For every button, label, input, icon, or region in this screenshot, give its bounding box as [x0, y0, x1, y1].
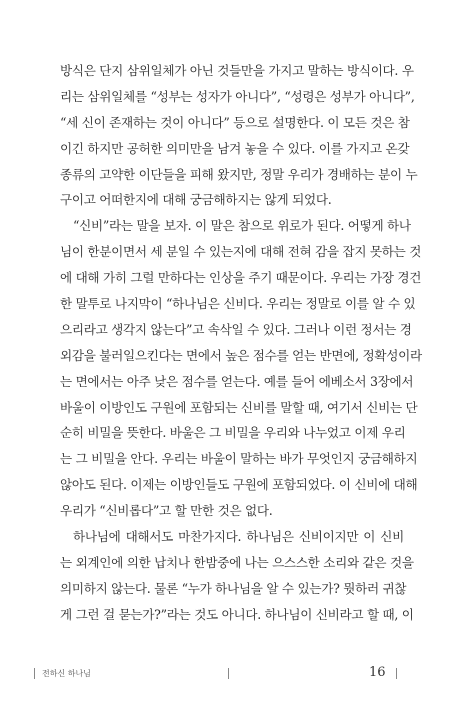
text-line: 는 외계인에 의한 납치나 한밤중에 나는 으스스한 소리와 같은 것을 [60, 554, 414, 570]
text-line: 으리라고 생각지 않는다”고 속삭일 수 있다. 그러나 이런 정서는 경 [60, 321, 412, 337]
page-number: 16 [369, 665, 386, 680]
text-line: 순히 비밀을 뜻한다. 바울은 그 비밀을 우리와 나누었고 이제 우리 [60, 425, 406, 441]
page-footer [0, 666, 470, 686]
text-line: 외감을 불러일으킨다는 면에서 높은 점수를 얻는 반면에, 정확성이라 [60, 347, 422, 363]
text-line: 는 그 비밀을 안다. 우리는 바울이 말하는 바가 무엇인지 궁금해하지 [60, 451, 418, 467]
footer-divider [396, 668, 397, 679]
text-line: 구이고 어떠한지에 대해 궁금해하지는 않게 되었다. [60, 192, 332, 208]
body-text [60, 58, 422, 628]
text-line: 하나님에 대해서도 마찬가지다. 하나님은 신비이지만 이 신비 [73, 529, 404, 545]
text-line: 한 말투로 나지막이 “하나님은 신비다. 우리는 정말로 이를 알 수 있 [60, 296, 416, 312]
text-line: 바울이 이방인도 구원에 포함되는 신비를 말할 때, 여기서 신비는 단 [60, 399, 418, 415]
text-line: 방식은 단지 삼위일체가 아닌 것들만을 가지고 말하는 방식이다. 우 [60, 63, 414, 78]
text-line: 님이 한분이면서 세 분일 수 있는지에 대해 전혀 감을 잡지 못하는 것 [60, 244, 422, 260]
text-line: “세 신이 존재하는 것이 아니다” 등으로 설명한다. 이 모든 것은 참 [60, 114, 410, 130]
footer-divider [34, 668, 35, 679]
text-line: 우리가 “신비롭다”고 할 만한 것은 없다. [60, 503, 273, 519]
text-line: “신비”라는 말을 보자. 이 말은 참으로 위로가 된다. 어떻게 하나 [73, 218, 411, 234]
text-line: 이긴 하지만 공허한 의미만을 남겨 놓을 수 있다. 이를 가지고 온갖 [60, 140, 410, 156]
text-line: 는 면에서는 아주 낮은 점수를 얻는다. 예를 들어 에베소서 3장에서 [60, 373, 414, 389]
text-line: 종류의 고약한 이단들을 피해 왔지만, 정말 우리가 경배하는 분이 누 [60, 166, 418, 182]
text-line: 리는 삼위일체를 “성부는 성자가 아니다”, “성령은 성부가 아니다”, [60, 88, 415, 104]
footer-divider [228, 668, 229, 679]
text-line: 의미하지 않는다. 물론 “누가 하나님을 알 수 있는가? 뭣하러 귀찮 [60, 580, 407, 596]
text-line: 게 그런 걸 묻는가?”라는 것도 아니다. 하나님이 신비라고 할 때, 이 [60, 606, 414, 622]
text-line: 에 대해 가히 그럴 만하다는 인상을 주기 때문이다. 우리는 가장 경건 [60, 270, 422, 286]
text-line: 않아도 된다. 이제는 이방인들도 구원에 포함되었다. 이 신비에 대해 [60, 477, 418, 493]
running-title: 전하신 하나님 [42, 669, 91, 678]
